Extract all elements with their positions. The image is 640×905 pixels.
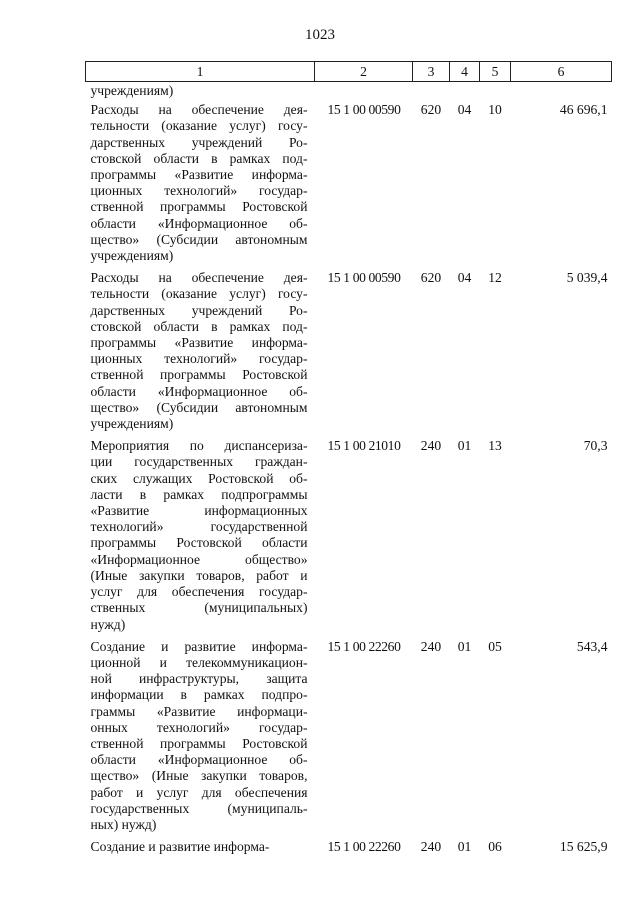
row-code: 15 1 00 00590 (327, 102, 401, 118)
row-name (86, 264, 315, 432)
header-col-6: 6 (511, 62, 612, 82)
row-vr: 240 (420, 438, 442, 454)
row-vr: 240 (420, 839, 442, 855)
row-name-line: Расходы на обеспечение дея- (90, 102, 308, 118)
row-name-line: информации в рамках подпро- (90, 687, 308, 703)
header-row (86, 62, 612, 82)
row-sum: 70,3 (583, 438, 608, 454)
row-name-line: работ и услуг для обеспечения (90, 784, 308, 800)
row-name-line: Мероприятия по диспансеризa- (90, 438, 308, 454)
row-name-line: ных) нужд) (90, 816, 157, 832)
row-name-line: ционной и телекоммуникацион- (90, 654, 308, 670)
budget-table (85, 61, 612, 855)
row-name-line: тельности (оказание услуг) госу- (90, 286, 308, 302)
row-name-line: Создание и развитие информа- (90, 638, 308, 654)
row-pr: 12 (488, 270, 502, 286)
row-name-line: ственной программы Ростовской (90, 199, 308, 215)
row-name-line: ских служащих Ростовской об- (90, 470, 308, 486)
row-sum: 5 039,4 (566, 270, 608, 286)
row-name (86, 833, 315, 855)
continuation-text: учреждениям) (90, 83, 174, 98)
row-name-line: области «Информационное об- (90, 752, 308, 768)
row-name-line: программы Ростовской области (90, 535, 308, 551)
header-col-1: 1 (86, 62, 315, 82)
row-name-line: онных технологий» государ- (90, 719, 308, 735)
page-number: 1023 (305, 27, 335, 43)
row-name-line: щество» (Субсидии автономным (90, 231, 308, 247)
row-name-line: ственной программы Ростовской (90, 735, 308, 751)
table-row (86, 99, 612, 264)
row-rz: 04 (457, 102, 472, 118)
row-name-line: «Развитие информационных (90, 503, 308, 519)
row-pr: 05 (488, 638, 502, 654)
row-name-line: ции государственных граждан- (90, 454, 308, 470)
row-name-line: технологий» государственной (90, 519, 308, 535)
row-name-line: щество» (Иные закупки товаров, (90, 768, 308, 784)
row-code: 15 1 00 00590 (327, 270, 401, 286)
table-row (86, 432, 612, 632)
row-name (86, 99, 315, 264)
row-name-line: программы «Развитие информа- (90, 167, 308, 183)
row-name-line: программы «Развитие информа- (90, 335, 308, 351)
header-col-3: 3 (413, 62, 450, 82)
header-col-2: 2 (315, 62, 413, 82)
row-rz: 01 (457, 839, 472, 855)
row-name-line: ционных технологий» государ- (90, 183, 308, 199)
row-rz: 01 (457, 438, 472, 454)
row-vr: 620 (420, 270, 442, 286)
row-name-line: услуг для обеспечения государ- (90, 584, 308, 600)
row-name-line: стовской области в рамках под- (90, 318, 308, 334)
row-name-line: ционных технологий» государ- (90, 351, 308, 367)
row-name-line: ственных (муниципальных) (90, 600, 308, 616)
header-col-5: 5 (480, 62, 511, 82)
row-name-line: Расходы на обеспечение дея- (90, 270, 308, 286)
row-sum: 543,4 (576, 638, 608, 654)
row-name (86, 432, 315, 632)
row-name-line: государственных (муниципаль- (90, 800, 308, 816)
row-name-line: Создание и развитие информа- (90, 839, 270, 855)
row-sum: 46 696,1 (559, 102, 608, 118)
row-name-line: тельности (оказание услуг) госу- (90, 118, 308, 134)
table-row (86, 833, 612, 855)
row-name-line: щество» (Субсидии автономным (90, 399, 308, 415)
row-name-line: граммы «Развитие информаци- (90, 703, 308, 719)
table-row (86, 633, 612, 833)
row-pr: 13 (488, 438, 502, 454)
row-name-line: дарственных учреждений Ро- (90, 134, 308, 150)
row-rz: 04 (457, 270, 472, 286)
row-name (86, 633, 315, 833)
row-name-line: нужд) (90, 616, 126, 632)
row-name-line: области «Информационное об- (90, 215, 308, 231)
row-rz: 01 (457, 638, 472, 654)
row-name-line: области «Информационное об- (90, 383, 308, 399)
row-vr: 620 (420, 102, 442, 118)
row-name-line: «Информационное общество» (90, 551, 308, 567)
header-col-4: 4 (450, 62, 480, 82)
continuation-row (86, 82, 612, 100)
table-body (86, 82, 612, 856)
row-name-line: ласти в рамках подпрограммы (90, 486, 308, 502)
row-name-line: дарственных учреждений Ро- (90, 302, 308, 318)
row-code: 15 1 00 21010 (327, 438, 401, 454)
row-name-line: ной инфраструктуры, защита (90, 671, 308, 687)
row-name-line: ственной программы Ростовской (90, 367, 308, 383)
row-code: 15 1 00 22260 (327, 839, 401, 855)
row-name-line: учреждениям) (90, 416, 174, 432)
row-pr: 10 (488, 102, 502, 118)
row-code: 15 1 00 22260 (327, 638, 401, 654)
row-name-line: стовской области в рамках под- (90, 150, 308, 166)
row-name-line: учреждениям) (90, 248, 174, 264)
table-header (86, 62, 612, 82)
row-sum: 15 625,9 (559, 839, 608, 855)
table-row (86, 264, 612, 432)
row-name-line: (Иные закупки товаров, работ и (90, 567, 308, 583)
row-pr: 06 (488, 839, 502, 855)
row-vr: 240 (420, 638, 442, 654)
